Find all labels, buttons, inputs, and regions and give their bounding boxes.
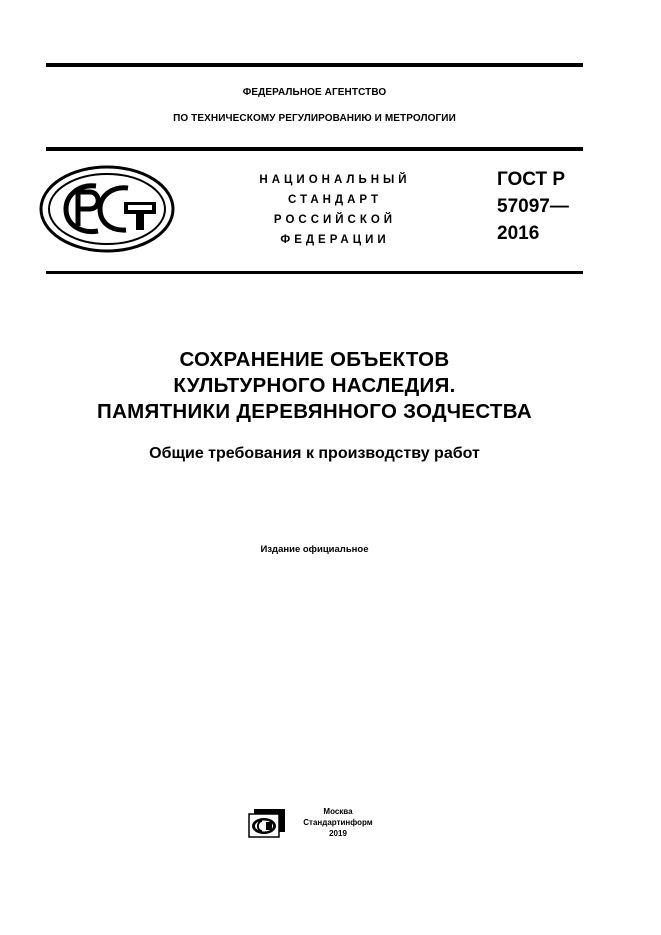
gost-designation [497,166,569,247]
standard-rule [46,271,583,274]
publisher-name: Стандартинформ [303,818,373,827]
gost-line: 2016 [497,223,540,244]
national-standard-label [230,170,440,250]
national-line: РОССИЙСКОЙ [273,214,397,226]
document-title [46,347,583,425]
publisher-year: 2019 [329,829,347,838]
title-line: СОХРАНЕНИЕ ОБЪЕКТОВ [179,348,450,371]
publisher-block [290,806,386,839]
title-line: КУЛЬТУРНОГО НАСЛЕДИЯ. [173,374,456,397]
gost-line: 57097— [497,196,569,217]
standartinform-logo-icon [248,808,286,838]
document-subtitle: Общие требования к производству работ [149,445,480,462]
national-line: ФЕДЕРАЦИИ [280,234,390,246]
publisher-city: Москва [323,807,353,816]
rst-logo-icon [38,164,176,254]
agency-line-2: ПО ТЕХНИЧЕСКОМУ РЕГУЛИРОВАНИЮ И МЕТРОЛОГИИ [173,113,456,124]
gost-line: ГОСТ Р [497,169,566,190]
title-line: ПАМЯТНИКИ ДЕРЕВЯННОГО ЗОДЧЕСТВА [97,400,532,423]
edition-label: Издание официальное [260,544,369,555]
national-line: СТАНДАРТ [288,194,382,206]
national-line: НАЦИОНАЛЬНЫЙ [259,174,411,186]
top-rule [46,63,583,67]
agency-line-1: ФЕДЕРАЛЬНОЕ АГЕНТСТВО [242,87,387,98]
header-rule [46,147,583,151]
